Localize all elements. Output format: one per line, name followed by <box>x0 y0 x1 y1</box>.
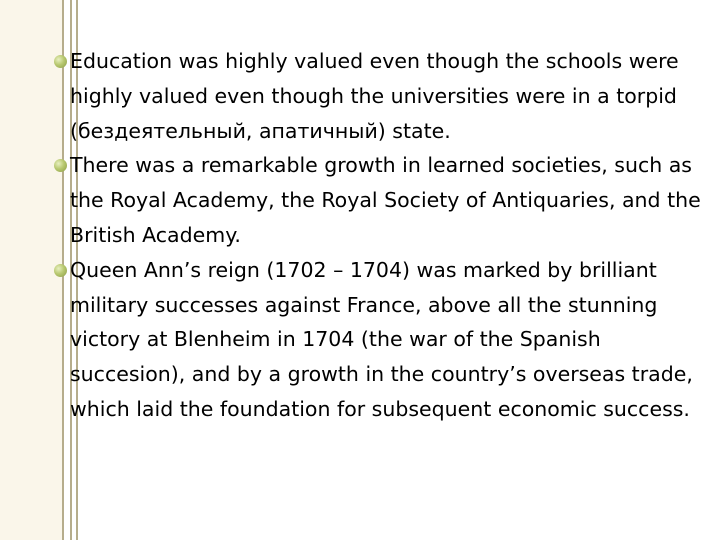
slide-content <box>62 44 702 427</box>
bullet-text: Queen Ann’s reign (1702 – 1704) was marked by brilliant military successes against France, above all the stunning victory at Blenheim in 1704 (the war of the Spanish succesion), and by a growth in the country’s overseas trade, which laid the foundation for subsequent economic success. <box>70 257 693 421</box>
bullet-item <box>62 253 702 427</box>
bullet-text: Education was highly valued even though the schools were highly valued even though the universities were in a torpid (бездеятельный, апатичный) state. <box>70 49 679 143</box>
bullet-item <box>62 148 702 252</box>
bullet-item <box>62 44 702 148</box>
bullet-dot-icon <box>54 159 67 172</box>
bullet-dot-icon <box>54 55 67 68</box>
bullet-dot-icon <box>54 264 67 277</box>
bullet-list <box>62 44 702 427</box>
left-decorative-band <box>0 0 62 540</box>
bullet-text: There was a remarkable growth in learned societies, such as the Royal Academy, the Royal Society of Antiquaries, and the British Academy. <box>70 153 701 247</box>
